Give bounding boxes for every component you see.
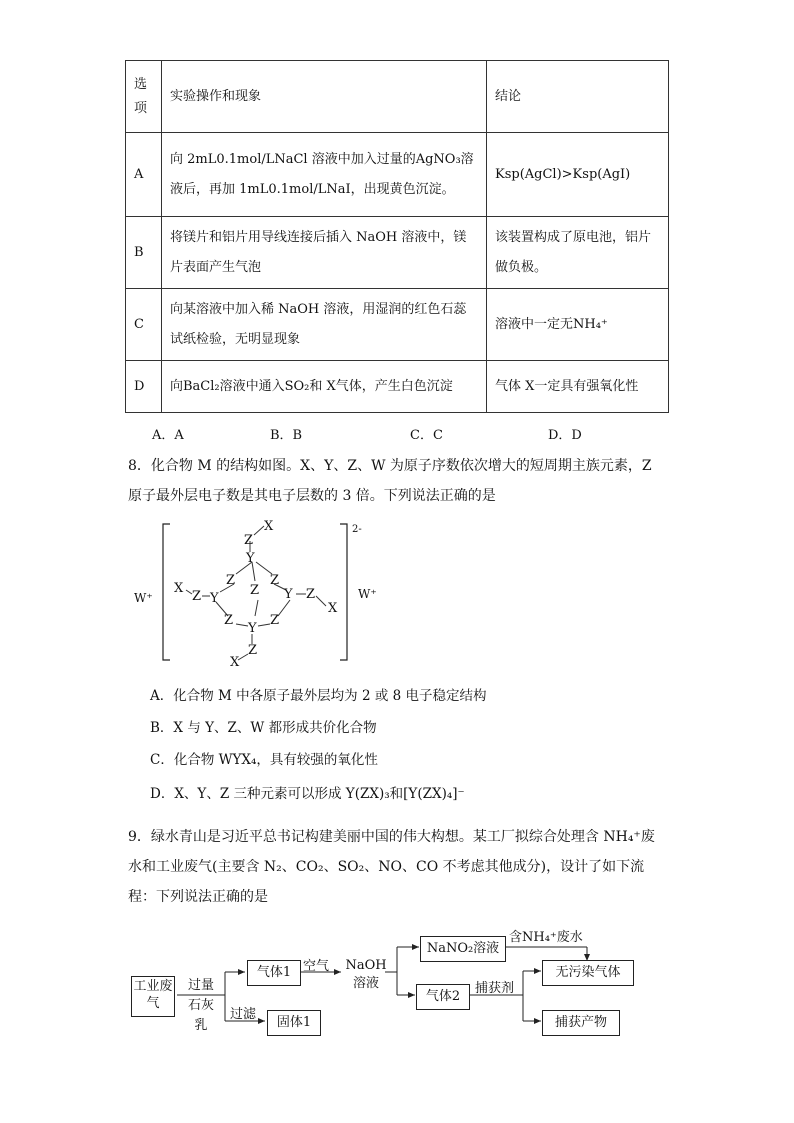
row-option: A (126, 133, 162, 217)
gas2-box: 气体2 (416, 984, 470, 1010)
row-option: B (126, 217, 162, 289)
svg-text:Z: Z (250, 583, 260, 598)
q7-option-b[interactable]: B．B (270, 428, 303, 443)
q7-option-c[interactable]: C．C (410, 428, 443, 443)
svg-text:Z: Z (244, 533, 254, 548)
capture-product-box: 捕获产物 (542, 1010, 620, 1036)
gas1-box: 气体1 (247, 960, 301, 986)
header-option: 选项 (126, 61, 162, 133)
q8-choice-c[interactable]: C．化合物 WYX₄，具有较强的氧化性 (150, 752, 378, 768)
svg-text:Z: Z (270, 613, 280, 628)
row-conclusion: 该装置构成了原电池，铝片做负极。 (487, 217, 669, 289)
svg-text:X: X (174, 581, 184, 596)
svg-text:Z: Z (226, 573, 236, 588)
q8-choice-d[interactable]: D．X、Y、Z 三种元素可以形成 Y(ZX)₃和[Y(ZX)₄]⁻ (150, 786, 465, 802)
svg-text:Y: Y (284, 587, 293, 602)
reagent-label: 过量石灰乳 (187, 978, 214, 1033)
svg-text:X: X (264, 519, 274, 534)
svg-text:Z: Z (270, 573, 280, 588)
q7-option-d[interactable]: D．D (548, 428, 582, 443)
q9-stem: 9．绿水青山是习近平总书记构建美丽中国的伟大构想。某工厂拟综合处理含 NH₄⁺废水和工业废气(主要含 N₂、CO₂、SO₂、NO、CO 不考虑其他成分)，设计了如下流程：下列说法正确的是 (128, 829, 655, 905)
nh4-waste-label: 含NH₄⁺废水 (509, 930, 583, 945)
svg-text:Z: Z (248, 643, 258, 658)
svg-text:Z: Z (306, 587, 316, 602)
header-conclusion: 结论 (487, 61, 669, 133)
q8-choice-b[interactable]: B．X 与 Y、Z、W 都形成共价化合物 (150, 720, 377, 736)
svg-text:Y: Y (210, 591, 219, 606)
row-operation: 向BaCl₂溶液中通入SO₂和 X气体，产生白色沉淀 (162, 361, 487, 413)
table-row (126, 217, 669, 289)
svg-text:Z: Z (192, 589, 202, 604)
table-row (126, 289, 669, 361)
row-option: D (126, 361, 162, 413)
row-conclusion: 溶液中一定无NH₄⁺ (487, 289, 669, 361)
clean-gas-box: 无污染气体 (542, 960, 634, 986)
experiment-table (125, 60, 669, 413)
filter-label: 过滤 (230, 1007, 257, 1022)
svg-text:X: X (328, 601, 338, 616)
naoh-label: NaOH溶液 (345, 958, 387, 991)
q8-stem: 8．化合物 M 的结构如图。X、Y、Z、W 为原子序数依次增大的短周期主族元素，Z 原子最外层电子数是其电子层数的 3 倍。下列说法正确的是 (128, 458, 652, 504)
header-operation: 实验操作和现象 (162, 61, 487, 133)
row-conclusion: 气体 X一定具有强氧化性 (487, 361, 669, 413)
solid1-box: 固体1 (267, 1010, 321, 1036)
svg-text:X: X (230, 655, 240, 670)
table-header-row (126, 61, 669, 133)
row-operation: 向 2mL0.1mol/LNaCl 溶液中加入过量的AgNO₃溶液后，再加 1mL0.1mol/LNaI，出现黄色沉淀。 (162, 133, 487, 217)
q8-choice-a[interactable]: A．化合物 M 中各原子最外层均为 2 或 8 电子稳定结构 (150, 688, 487, 704)
svg-text:Y: Y (248, 621, 257, 636)
table-row (126, 133, 669, 217)
row-option: C (126, 289, 162, 361)
compound-m-structure (130, 512, 390, 672)
svg-text:Z: Z (224, 613, 234, 628)
capture-agent-label: 捕获剂 (475, 981, 515, 996)
svg-text:Y: Y (246, 551, 255, 566)
w-cation-left: W⁺ (134, 591, 153, 605)
row-operation: 向某溶液中加入稀 NaOH 溶液，用湿润的红色石蕊试纸检验，无明显现象 (162, 289, 487, 361)
row-operation: 将镁片和铝片用导线连接后插入 NaOH 溶液中，镁片表面产生气泡 (162, 217, 487, 289)
industrial-waste-gas-box: 工业废气 (131, 976, 175, 1017)
w-cation-right: W⁺ (358, 587, 377, 601)
row-conclusion: Ksp(AgCl)>Ksp(AgI) (487, 133, 669, 217)
nano2-box: NaNO₂溶液 (420, 936, 506, 962)
q7-option-a[interactable]: A．A (152, 428, 184, 443)
table-row (126, 361, 669, 413)
charge-label: 2- (352, 524, 362, 535)
air-label: 空气 (303, 959, 330, 974)
